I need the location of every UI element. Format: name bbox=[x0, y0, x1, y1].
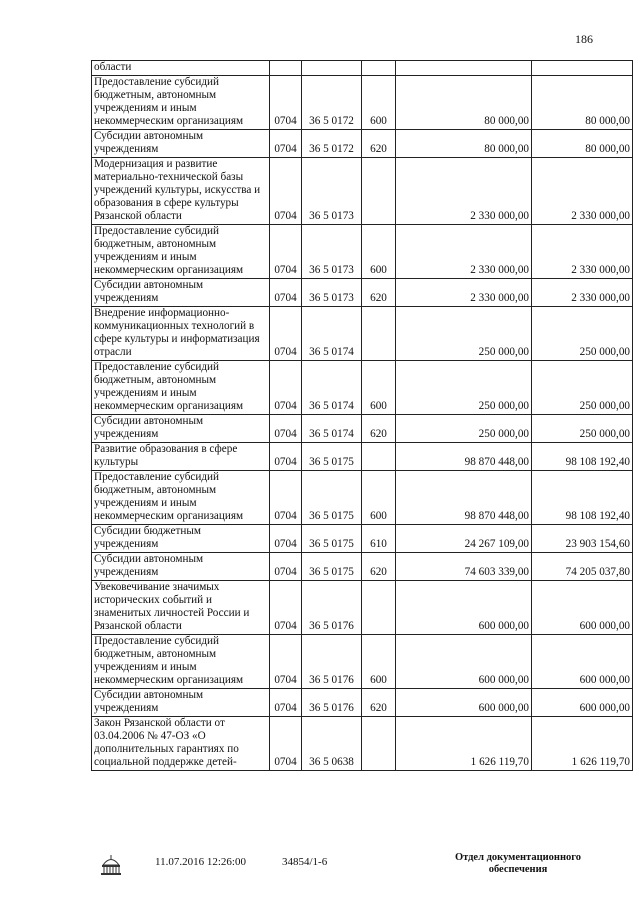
cell-sum-2018 bbox=[532, 61, 633, 76]
cell-section: 0704 bbox=[270, 635, 302, 689]
cell-expense-type: 620 bbox=[362, 130, 396, 158]
cell-section: 0704 bbox=[270, 689, 302, 717]
cell-sum-2018: 250 000,00 bbox=[532, 415, 633, 443]
cell-expense-type: 600 bbox=[362, 361, 396, 415]
cell-sum-2017: 600 000,00 bbox=[396, 581, 532, 635]
table-row bbox=[92, 471, 633, 525]
cell-sum-2018: 600 000,00 bbox=[532, 689, 633, 717]
cell-name: Модернизация и развитие материально-технической базы учреждений культуры, искусства и образования в сфере культуры Рязанской области bbox=[92, 158, 270, 225]
cell-section: 0704 bbox=[270, 553, 302, 581]
cell-section: 0704 bbox=[270, 581, 302, 635]
footer-department-line2: обеспечения bbox=[488, 864, 548, 875]
cell-code: 36 5 0176 bbox=[302, 581, 362, 635]
table-row bbox=[92, 581, 633, 635]
cell-section: 0704 bbox=[270, 717, 302, 771]
cell-sum-2018: 2 330 000,00 bbox=[532, 158, 633, 225]
cell-sum-2018: 2 330 000,00 bbox=[532, 279, 633, 307]
table-row bbox=[92, 415, 633, 443]
cell-section: 0704 bbox=[270, 76, 302, 130]
table-row bbox=[92, 307, 633, 361]
cell-sum-2017: 250 000,00 bbox=[396, 361, 532, 415]
cell-expense-type: 620 bbox=[362, 553, 396, 581]
cell-expense-type bbox=[362, 158, 396, 225]
cell-sum-2017: 2 330 000,00 bbox=[396, 158, 532, 225]
table-row bbox=[92, 279, 633, 307]
budget-table bbox=[91, 60, 633, 771]
table-row bbox=[92, 689, 633, 717]
cell-sum-2018: 80 000,00 bbox=[532, 76, 633, 130]
cell-code: 36 5 0176 bbox=[302, 635, 362, 689]
table-row bbox=[92, 443, 633, 471]
cell-sum-2017: 74 603 339,00 bbox=[396, 553, 532, 581]
cell-sum-2018: 600 000,00 bbox=[532, 581, 633, 635]
cell-code: 36 5 0638 bbox=[302, 717, 362, 771]
cell-sum-2017: 250 000,00 bbox=[396, 415, 532, 443]
cell-sum-2017: 80 000,00 bbox=[396, 76, 532, 130]
cell-expense-type: 610 bbox=[362, 525, 396, 553]
cell-expense-type: 600 bbox=[362, 471, 396, 525]
cell-sum-2018: 98 108 192,40 bbox=[532, 471, 633, 525]
footer-department-line1: Отдел документационного bbox=[454, 852, 582, 863]
cell-code: 36 5 0174 bbox=[302, 415, 362, 443]
cell-sum-2017: 600 000,00 bbox=[396, 689, 532, 717]
cell-code: 36 5 0176 bbox=[302, 689, 362, 717]
cell-sum-2017: 98 870 448,00 bbox=[396, 471, 532, 525]
cell-section: 0704 bbox=[270, 525, 302, 553]
cell-sum-2018: 98 108 192,40 bbox=[532, 443, 633, 471]
page-number: 186 bbox=[575, 32, 593, 46]
cell-code: 36 5 0172 bbox=[302, 76, 362, 130]
cell-name: Предоставление субсидий бюджетным, автономным учреждениям и иным некоммерческим организациям bbox=[92, 635, 270, 689]
cell-sum-2017: 24 267 109,00 bbox=[396, 525, 532, 553]
cell-sum-2017 bbox=[396, 61, 532, 76]
cell-name: Субсидии автономным учреждениям bbox=[92, 553, 270, 581]
cell-sum-2017: 98 870 448,00 bbox=[396, 443, 532, 471]
cell-name: Предоставление субсидий бюджетным, автономным учреждениям и иным некоммерческим организациям bbox=[92, 361, 270, 415]
cell-code: 36 5 0175 bbox=[302, 525, 362, 553]
footer-timestamp: 11.07.2016 12:26:00 bbox=[155, 856, 246, 868]
parliament-emblem-icon bbox=[98, 852, 124, 878]
cell-sum-2017: 1 626 119,70 bbox=[396, 717, 532, 771]
cell-section: 0704 bbox=[270, 443, 302, 471]
cell-section: 0704 bbox=[270, 361, 302, 415]
cell-sum-2018: 2 330 000,00 bbox=[532, 225, 633, 279]
cell-section: 0704 bbox=[270, 130, 302, 158]
table-row bbox=[92, 130, 633, 158]
cell-section: 0704 bbox=[270, 415, 302, 443]
cell-expense-type bbox=[362, 307, 396, 361]
footer-document-number: 34854/1-6 bbox=[282, 856, 328, 868]
cell-expense-type bbox=[362, 61, 396, 76]
cell-name: области bbox=[92, 61, 270, 76]
cell-name: Закон Рязанской области от 03.04.2006 № 47-ОЗ «О дополнительных гарантиях по социальной поддержке детей- bbox=[92, 717, 270, 771]
cell-expense-type: 600 bbox=[362, 225, 396, 279]
cell-code: 36 5 0174 bbox=[302, 361, 362, 415]
table-row bbox=[92, 225, 633, 279]
table-row bbox=[92, 361, 633, 415]
cell-sum-2018: 250 000,00 bbox=[532, 361, 633, 415]
table-row bbox=[92, 61, 633, 76]
cell-name: Субсидии автономным учреждениям bbox=[92, 130, 270, 158]
budget-table-body bbox=[92, 61, 633, 771]
cell-code: 36 5 0174 bbox=[302, 307, 362, 361]
cell-section bbox=[270, 61, 302, 76]
cell-section: 0704 bbox=[270, 225, 302, 279]
cell-sum-2018: 80 000,00 bbox=[532, 130, 633, 158]
cell-name: Субсидии автономным учреждениям bbox=[92, 415, 270, 443]
table-row bbox=[92, 76, 633, 130]
cell-sum-2018: 600 000,00 bbox=[532, 635, 633, 689]
cell-sum-2017: 80 000,00 bbox=[396, 130, 532, 158]
cell-expense-type: 620 bbox=[362, 415, 396, 443]
cell-name: Внедрение информационно-коммуникационных технологий в сфере культуры и информатизация отрасли bbox=[92, 307, 270, 361]
table-row bbox=[92, 635, 633, 689]
cell-sum-2017: 600 000,00 bbox=[396, 635, 532, 689]
cell-section: 0704 bbox=[270, 158, 302, 225]
cell-code: 36 5 0175 bbox=[302, 443, 362, 471]
cell-section: 0704 bbox=[270, 279, 302, 307]
table-row bbox=[92, 525, 633, 553]
cell-code: 36 5 0173 bbox=[302, 279, 362, 307]
cell-expense-type bbox=[362, 717, 396, 771]
cell-code: 36 5 0172 bbox=[302, 130, 362, 158]
cell-expense-type bbox=[362, 443, 396, 471]
table-row bbox=[92, 553, 633, 581]
cell-name: Развитие образования в сфере культуры bbox=[92, 443, 270, 471]
cell-expense-type: 600 bbox=[362, 76, 396, 130]
cell-code: 36 5 0175 bbox=[302, 553, 362, 581]
cell-section: 0704 bbox=[270, 307, 302, 361]
cell-name: Субсидии автономным учреждениям bbox=[92, 279, 270, 307]
cell-sum-2018: 74 205 037,80 bbox=[532, 553, 633, 581]
cell-sum-2018: 250 000,00 bbox=[532, 307, 633, 361]
cell-code bbox=[302, 61, 362, 76]
cell-name: Предоставление субсидий бюджетным, автономным учреждениям и иным некоммерческим организациям bbox=[92, 225, 270, 279]
cell-sum-2017: 2 330 000,00 bbox=[396, 225, 532, 279]
cell-sum-2018: 1 626 119,70 bbox=[532, 717, 633, 771]
cell-code: 36 5 0175 bbox=[302, 471, 362, 525]
table-row bbox=[92, 717, 633, 771]
table-row bbox=[92, 158, 633, 225]
cell-sum-2017: 250 000,00 bbox=[396, 307, 532, 361]
cell-code: 36 5 0173 bbox=[302, 158, 362, 225]
cell-section: 0704 bbox=[270, 471, 302, 525]
cell-name: Предоставление субсидий бюджетным, автономным учреждениям и иным некоммерческим организациям bbox=[92, 471, 270, 525]
cell-sum-2017: 2 330 000,00 bbox=[396, 279, 532, 307]
cell-sum-2018: 23 903 154,60 bbox=[532, 525, 633, 553]
cell-name: Субсидии автономным учреждениям bbox=[92, 689, 270, 717]
cell-name: Субсидии бюджетным учреждениям bbox=[92, 525, 270, 553]
cell-name: Предоставление субсидий бюджетным, автономным учреждениям и иным некоммерческим организациям bbox=[92, 76, 270, 130]
footer-department bbox=[448, 852, 588, 876]
cell-expense-type: 600 bbox=[362, 635, 396, 689]
cell-expense-type bbox=[362, 581, 396, 635]
cell-code: 36 5 0173 bbox=[302, 225, 362, 279]
cell-expense-type: 620 bbox=[362, 279, 396, 307]
cell-expense-type: 620 bbox=[362, 689, 396, 717]
cell-name: Увековечивание значимых исторических событий и знаменитых личностей России и Рязанской области bbox=[92, 581, 270, 635]
